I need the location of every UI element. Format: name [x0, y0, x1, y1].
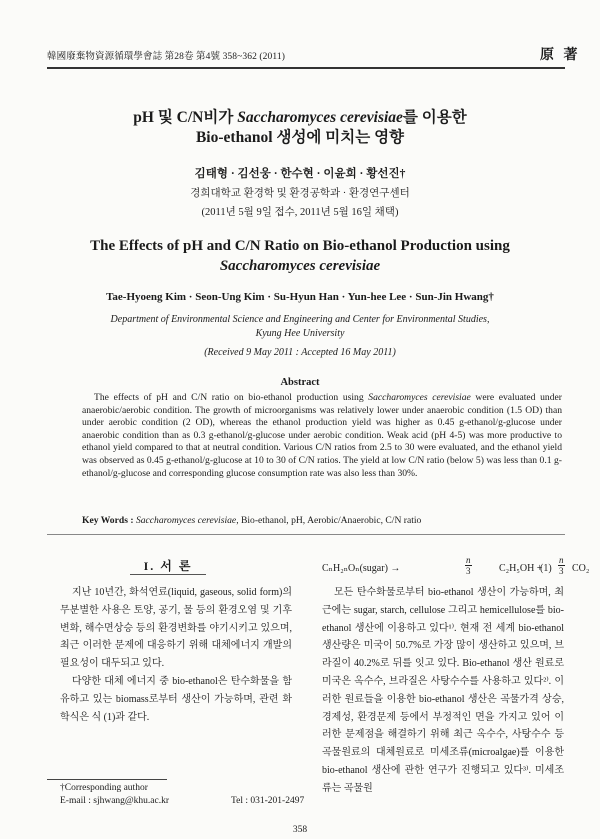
korean-title-species: Saccharomyces cerevisiae [237, 109, 403, 126]
abstract-heading: Abstract [280, 377, 320, 388]
korean-title [0, 108, 600, 148]
english-dates: (Received 9 May 2011 : Accepted 16 May 2011) [204, 347, 396, 358]
equation-1 [322, 555, 590, 583]
page-number: 358 [292, 825, 308, 835]
footnote-email: E-mail : sjhwang@khu.ac.kr [60, 796, 169, 806]
english-authors: Tae-Hyoeng Kim · Seon-Ung Kim · Su-Hyun Han · Yun-hee Lee · Sun-Jin Hwang† [106, 291, 494, 303]
fraction-2-numerator: n [559, 555, 564, 565]
section-heading-rule [130, 574, 206, 575]
equation-lhs: CₙH₂ₙOₙ(sugar) → [322, 563, 401, 574]
korean-dates: (2011년 5월 9일 접수, 2011년 5월 16일 채택) [201, 207, 399, 218]
abstract-text-b: were evaluated under anaerobic/aerobic condition. The growth of microorganisms was relatively lower under anaerobic condition (1.5 OD) than under aerobic condition (2 OD), whereas the ethanol production yield was higher as 0.45 g-ethanol/g-glucose under anaerobic condition than as 0.3 g-ethanol/g-glucose under aerobic condition. Weak acid (pH 4-5) was more productive to ethanol yield compared to that at neutral condition. Various C/N ratios from 2.5 to 30 were evaluated, and the ethanol yield was observed as 0.45 g-ethanol/g-glucose at 10 to 30 of C/N ratios. The yield at low C/N ratio (below 5) was less than 0.1 g-ethanol/g-glucose and corresponding glucose consumption rate was also less than 30%. [82, 392, 562, 479]
english-title-line2: Saccharomyces cerevisiae [219, 258, 381, 274]
right-column [322, 584, 564, 798]
fraction-1-denominator: 3 [466, 566, 471, 576]
english-affiliation [0, 313, 600, 341]
english-affiliation-line1: Department of Environmental Science and Engineering and Center for Environmental Studies, [110, 314, 490, 325]
left-column [60, 584, 292, 726]
journal-header: 韓國廢棄物資源循環學會誌 第28卷 第4號 358~362 (2011) [47, 52, 285, 62]
abstract-text-a: The effects of pH and C/N ratio on bio-ethanol production using [94, 392, 369, 403]
korean-title-line2: Bio-ethanol 생성에 미치는 영향 [195, 129, 405, 146]
fraction-2-denominator: 3 [559, 566, 564, 576]
abstract-body [82, 392, 562, 480]
english-affiliation-line2: Kyung Hee University [255, 328, 345, 339]
equation-ethanol: C₂H₅OH + [499, 563, 543, 574]
keywords-rest: , Bio-ethanol, pH, Aerobic/Anaerobic, C/N ratio [236, 515, 422, 526]
korean-authors: 김태형 · 김선웅 · 한수현 · 이윤희 · 황선진† [194, 168, 406, 180]
keywords-label: Key Words : [82, 515, 136, 526]
keywords-species: Saccharomyces cerevisiae [135, 515, 237, 526]
equation-number: (1) [540, 563, 552, 574]
equation-fraction-2 [558, 555, 565, 576]
section-divider [47, 534, 565, 535]
korean-affiliation: 경희대학교 환경학 및 환경공학과 · 환경연구센터 [190, 188, 410, 199]
footnote-corresponding: †Corresponding author [60, 783, 148, 793]
abstract-species: Saccharomyces cerevisiae [368, 392, 471, 403]
english-title-line1: The Effects of pH and C/N Ratio on Bio-ethanol Production using [90, 238, 510, 254]
article-type-badge: 原 著 [540, 48, 581, 63]
section-heading: I. 서 론 [143, 559, 193, 573]
footnote-rule [47, 779, 167, 780]
korean-title-part-b: 를 이용한 [402, 109, 467, 126]
keywords [82, 515, 562, 526]
intro-paragraph-2: 다양한 대체 에너지 중 bio-ethanol은 탄수화물을 함유하고 있는 biomass로부터 생산이 가능하며, 관련 화학식은 식 (1)과 같다. [60, 675, 292, 723]
english-title [0, 236, 600, 276]
header-rule [47, 67, 565, 69]
right-paragraph-1: 모든 탄수화물로부터 bio-ethanol 생산이 가능하며, 최근에는 sugar, starch, cellulose 그리고 hemicellulose를 bio-ethanol 생산에 이용하고 있다¹⁾. 현재 전 세계 bio-ethanol 생산량은 미국이 50.7%로 가장 많이 생산하고 있으며, 브라질이 40.2%로 뒤를 잇고 있다. Bio-ethanol 생산 원료로 미국은 옥수수, 브라질은 사탕수수를 사용하고 있다²⁾. 이러한 원료들을 이용한 bio-ethanol 생산은 곡물가격 상승, 경제성, 환경문제 등에서 부정적인 면을 가지고 있어 이러한 문제점을 해결하기 위해 최근 옥수수, 사탕수수 등 곡물원료의 대체원료로 미세조류(microalgae)를 이용한 bio-ethanol 생산에 관한 연구가 진행되고 있다³⁾. 미세조류는 곡물원 [322, 587, 564, 794]
equation-fraction-1 [465, 555, 472, 576]
fraction-1-numerator: n [466, 555, 471, 565]
intro-paragraph-1: 지난 10년간, 화석연료(liquid, gaseous, solid form)의 무분별한 사용은 토양, 공기, 물 등의 환경오염 및 기후변화, 해수면상승 등의 환경변화를 야기시키고 있으며, 최근 이러한 문제에 대응하기 위해 대체에너지 개발의 필요성이 대두되고 있다. [60, 587, 292, 670]
equation-rhs: CO₂ [572, 563, 590, 574]
korean-title-part-a: pH 및 C/N비가 [133, 109, 238, 126]
footnote-tel: Tel : 031-201-2497 [231, 796, 305, 806]
